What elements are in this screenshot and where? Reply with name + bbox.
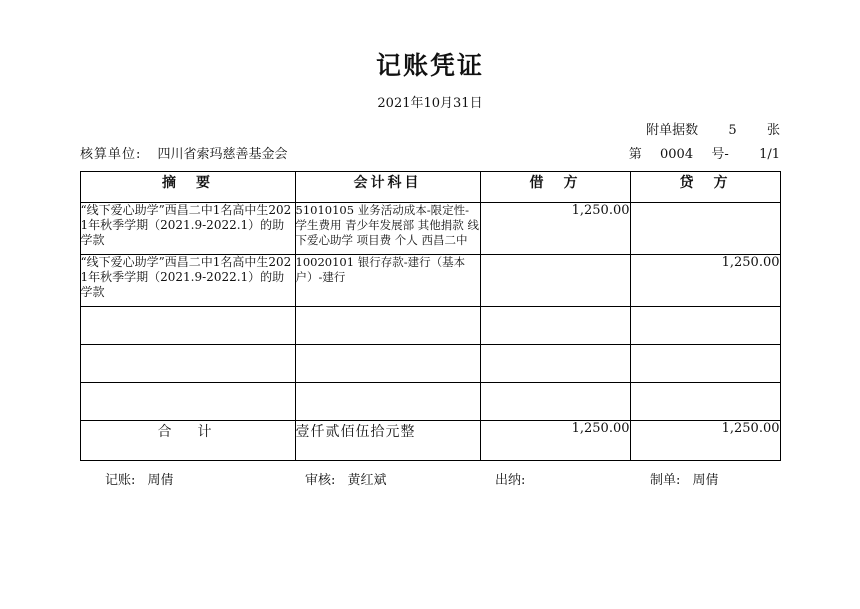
- signature-row: [80, 469, 780, 493]
- entry-debit-empty: [480, 345, 630, 383]
- entry-credit: [630, 203, 780, 255]
- attachment-row: [80, 119, 780, 141]
- auditor-field: [305, 469, 387, 488]
- entry-credit: 1,250.00: [630, 255, 780, 307]
- entry-credit-empty: [630, 307, 780, 345]
- entry-abstract-empty: [80, 383, 295, 421]
- column-header-abstract: 摘 要: [80, 172, 295, 203]
- recorder-value: 周倩: [147, 473, 174, 488]
- auditor-value: 黄红斌: [347, 473, 387, 488]
- entry-debit-empty: [480, 383, 630, 421]
- table-row-empty: [80, 383, 780, 421]
- voucher-date: 2021年10月31日: [377, 96, 483, 111]
- total-amount-in-words: 壹仟贰佰伍拾元整: [295, 421, 480, 461]
- maker-label: 制单:: [650, 473, 681, 488]
- entry-abstract-empty: [80, 307, 295, 345]
- table-row: [80, 203, 780, 255]
- attachment-label: 附单据数: [646, 123, 699, 138]
- entry-abstract: “线下爱心助学”西昌二中1名高中生2021年秋季学期（2021.9-2022.1）的助学款: [80, 255, 295, 307]
- entry-abstract: “线下爱心助学”西昌二中1名高中生2021年秋季学期（2021.9-2022.1）的助学款: [80, 203, 295, 255]
- entry-subject-empty: [295, 383, 480, 421]
- unit-and-number-row: [80, 143, 780, 165]
- voucher-number-prefix: 第: [628, 147, 642, 162]
- voucher-page: 1/1: [759, 147, 780, 162]
- entry-debit-empty: [480, 307, 630, 345]
- entry-subject: 10020101 银行存款-建行（基本户）-建行: [295, 255, 480, 307]
- voucher-number-suffix: 号-: [711, 147, 729, 162]
- attachment-info: [646, 119, 780, 138]
- auditor-label: 审核:: [305, 473, 336, 488]
- table-row: [80, 255, 780, 307]
- attachment-count: 5: [728, 123, 737, 138]
- cashier-field: [495, 469, 533, 488]
- accounting-unit-value: 四川省索玛慈善基金会: [157, 147, 288, 162]
- voucher-number-value: 0004: [660, 147, 694, 162]
- entry-credit-empty: [630, 345, 780, 383]
- page-title: 记账凭证: [375, 51, 484, 80]
- table-row-empty: [80, 307, 780, 345]
- total-label: 合 计: [80, 421, 295, 461]
- accounting-unit: [80, 143, 288, 162]
- voucher-number: [629, 143, 780, 162]
- maker-value: 周倩: [692, 473, 719, 488]
- entry-subject: 51010105 业务活动成本-限定性-学生费用 青少年发展部 其他捐款 线下爱心助学 项目费 个人 西昌二中: [295, 203, 480, 255]
- table-header-row: [80, 172, 780, 203]
- entry-debit: [480, 255, 630, 307]
- column-header-subject: 会计科目: [295, 172, 480, 203]
- column-header-debit: 借 方: [480, 172, 630, 203]
- cashier-label: 出纳:: [495, 473, 526, 488]
- column-header-credit: 贷 方: [630, 172, 780, 203]
- recorder-field: [105, 469, 174, 488]
- entry-debit: 1,250.00: [480, 203, 630, 255]
- maker-field: [650, 469, 719, 488]
- entry-credit-empty: [630, 383, 780, 421]
- table-row-total: [80, 421, 780, 461]
- accounting-unit-label: 核算单位:: [80, 147, 142, 162]
- recorder-label: 记账:: [105, 473, 136, 488]
- voucher-table: [80, 171, 781, 461]
- entry-subject-empty: [295, 307, 480, 345]
- table-row-empty: [80, 345, 780, 383]
- entry-subject-empty: [295, 345, 480, 383]
- total-debit: 1,250.00: [480, 421, 630, 461]
- total-credit: 1,250.00: [630, 421, 780, 461]
- entry-abstract-empty: [80, 345, 295, 383]
- attachment-unit: 张: [766, 123, 780, 138]
